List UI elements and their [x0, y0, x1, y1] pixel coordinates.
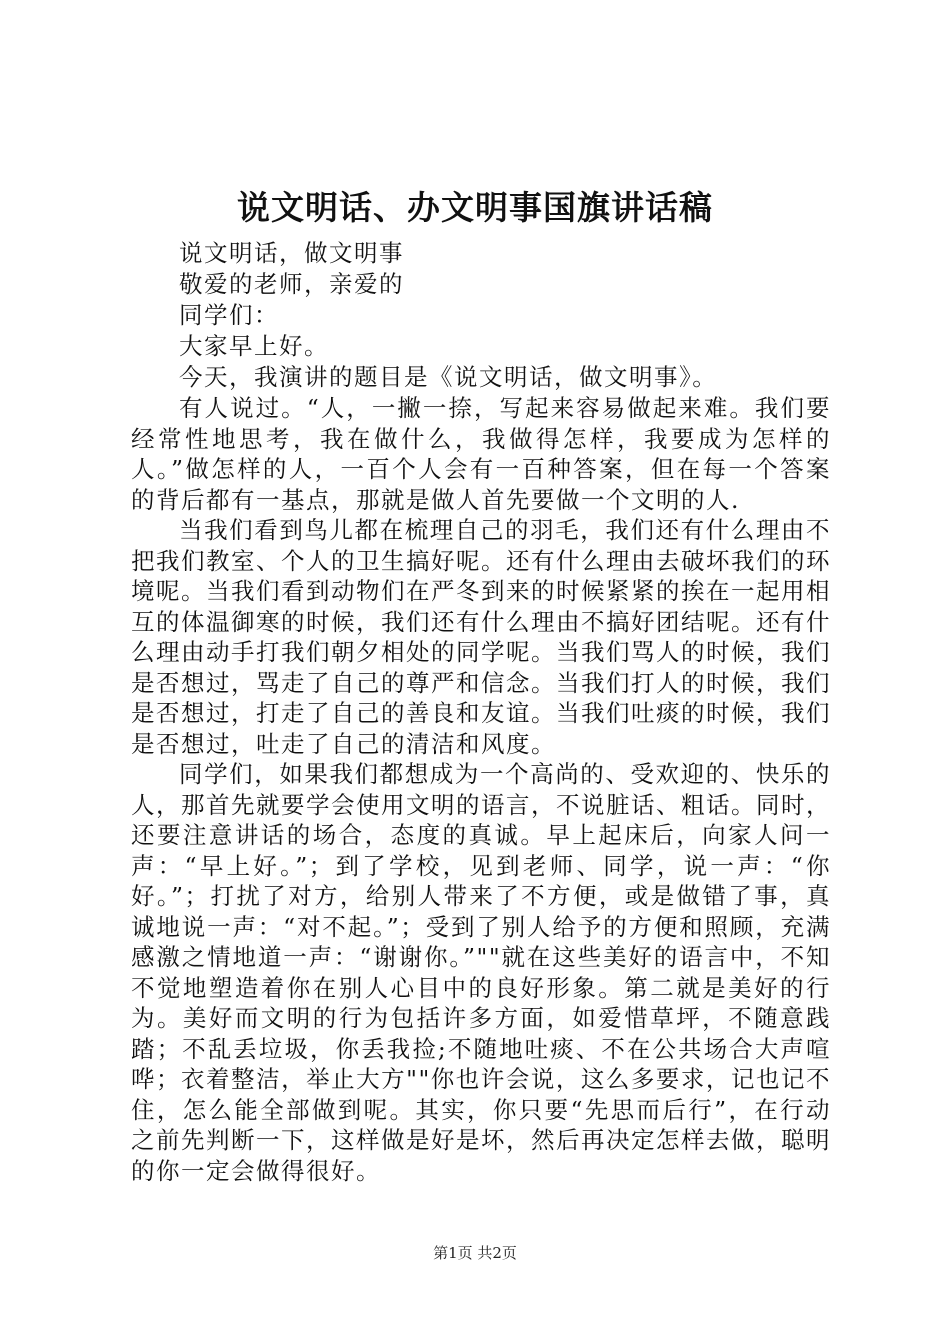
salutation-line: 敬爱的老师，亲爱的	[179, 270, 404, 298]
page-footer: 第1页 共2页	[433, 1244, 517, 1262]
paragraph: 当我们看到鸟儿都在梳理自己的羽毛，我们还有什么理由不把我们教室、个人的卫生搞好呢。还有什么理由去破坏我们的环境呢。当我们看到动物们在严冬到来的时候紧紧的挨在一起用相互的体温御寒的时候，我们还有什么理由不搞好团结呢。还有什么理由动手打我们朝夕相处的同学呢。当我们骂人的时候，我们是否想过，骂走了自己的尊严和信念。当我们打人的时候，我们是否想过，打走了自己的善良和友谊。当我们吐痰的时候，我们是否想过，吐走了自己的清洁和风度。	[131, 516, 831, 758]
paragraph: 有人说过。“人，一撇一捺，写起来容易做起来难。我们要经常性地思考，我在做什么，我做得怎样，我要成为怎样的人。”做怎样的人，一百个人会有一百种答案，但在每一个答案的背后都有一基点，那就是做人首先要做一个文明的人.	[131, 394, 831, 514]
salutation-line-continued: 同学们：	[179, 301, 279, 329]
greeting-line: 大家早上好。	[179, 332, 329, 360]
page-title: 说文明话、办文明事国旗讲话稿	[237, 188, 713, 227]
topic-line: 今天，我演讲的题目是《说文明话，做文明事》。	[179, 363, 718, 391]
document-body	[131, 238, 831, 1186]
paragraph: 同学们，如果我们都想成为一个高尚的、受欢迎的、快乐的人，那首先就要学会使用文明的语言，不说脏话、粗话。同时，还要注意讲话的场合，态度的真诚。早上起床后，向家人问一声：“早上好。”；到了学校，见到老师、同学，说一声：“你好。”；打扰了对方，给别人带来了不方便，或是做错了事，真诚地说一声：“对不起。”；受到了别人给予的方便和照顾，充满感激之情地道一声：“谢谢你。”""就在这些美好的语言中，不知不觉地塑造着你在别人心目中的良好形象。第二就是美好的行为。美好而文明的行为包括许多方面，如爱惜草坪，不随意践踏；不乱丢垃圾，你丢我捡;不随地吐痰、不在公共场合大声喧哗；衣着整洁，举止大方""你也许会说，这么多要求，记也记不住，怎么能全部做到呢。其实，你只要“先思而后行”，在行动之前先判断一下，这样做是好是坏，然后再决定怎样去做，聪明的你一定会做得很好。	[131, 760, 831, 1185]
subtitle-line: 说文明话，做文明事	[179, 239, 404, 267]
